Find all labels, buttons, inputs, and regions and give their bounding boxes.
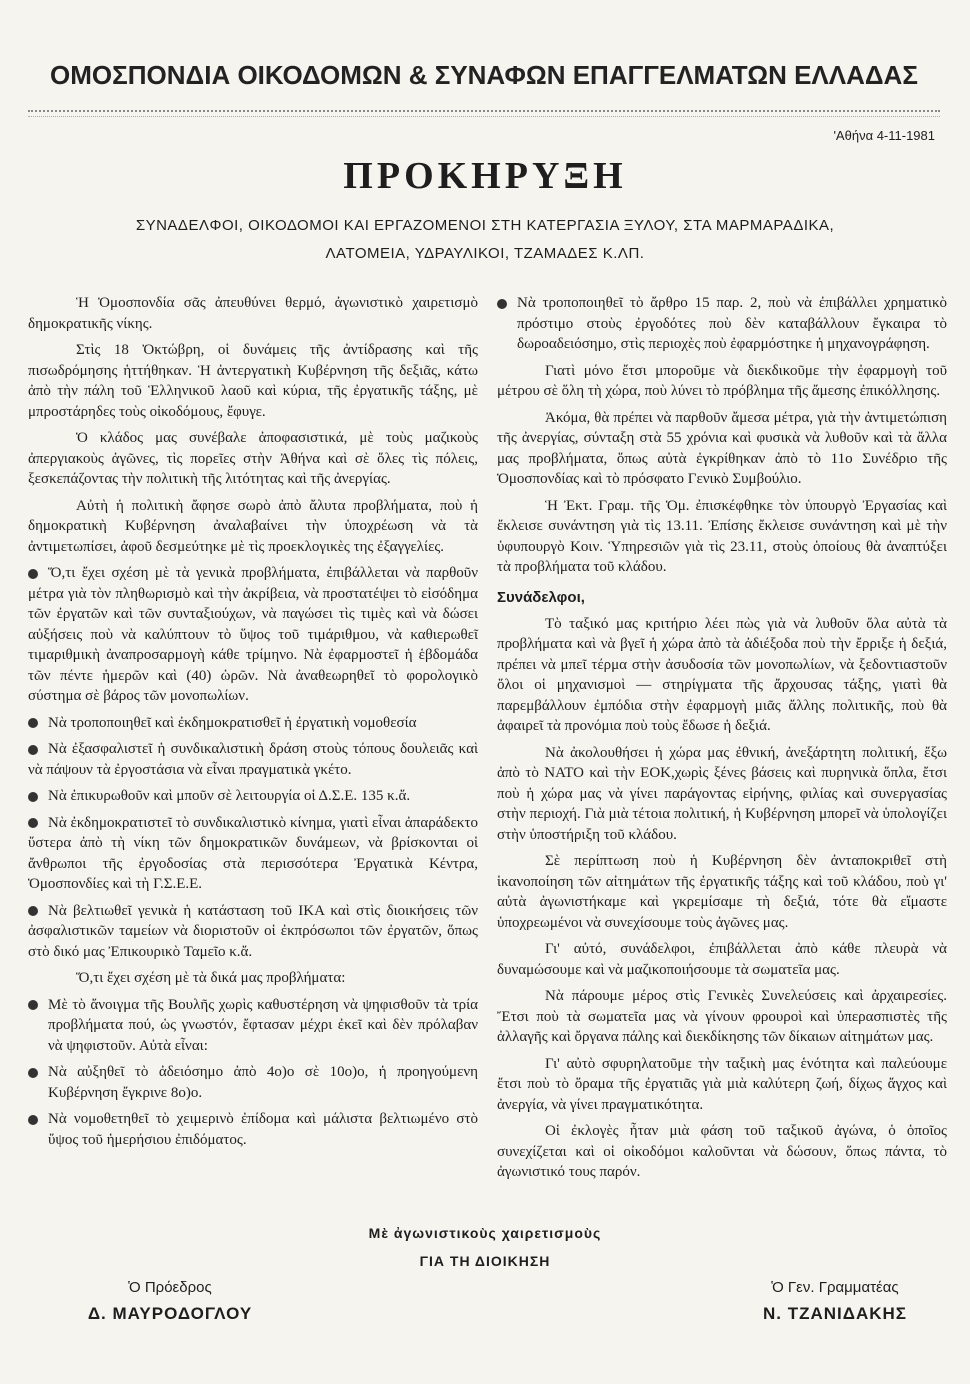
- paragraph-text: Νὰ ἀκολουθήσει ἡ χώρα μας ἐθνική, ἀνεξάρτητη πολιτική, ἔξω ἀπὸ τὸ ΝΑΤΟ καὶ τὴν ΕΟΚ,χωρὶς ξένες βάσεις καὶ πυρηνικὰ ὅπλα, ἔτσι ποὺ ἡ χώρα μας νὰ γίνει παράγοντας εἰρήνης, φιλίας καὶ συνεργασίας στὴν περιοχή. Γιὰ μιὰ τέτοια πολιτική, ἡ Κυβέρνηση μπορεῖ νὰ ὑπολογίζει στὴν ὑποστήριξη τοῦ κλάδου.: [497, 744, 947, 843]
- signature-name: Δ. ΜΑΥΡΟΔΟΓΛΟΥ: [87, 1304, 253, 1323]
- paragraph-text: Νὰ αὐξηθεῖ τὸ ἀδειόσημο ἀπὸ 4ο)ο σὲ 10ο)ο, ἡ προηγούμενη Κυβέρνηση ἔγκρινε 8ο)ο.: [48, 1064, 478, 1101]
- paragraph: [497, 496, 947, 578]
- right-column: [497, 293, 947, 1189]
- bullet-icon: [28, 906, 38, 916]
- closing-greeting: Μὲ ἀγωνιστικοὺς χαιρετισμοὺς: [368, 1225, 602, 1241]
- paragraph: [497, 743, 947, 846]
- paragraph-text: Στὶς 18 Ὀκτώβρη, οἱ δυνάμεις τῆς ἀντίδρασης καὶ τῆς πισωδρόμησης ἡττήθηκαν. Ἡ ἀντεργατικὴ Κυβέρνηση τῆς δεξιᾶς, κάτω ἀπὸ τὴν πάλη τοῦ Ἑλληνικοῦ λαοῦ καὶ κύρια, τῆς ἐργατικῆς τάξης, μὲ μπροστάρηδες τοὺς οἰκοδόμους, ἔφυγε.: [28, 342, 478, 420]
- bullet-icon: [28, 569, 38, 579]
- paragraph-text: Νὰ ἐπικυρωθοῦν καὶ μποῦν σὲ λειτουργία οἱ Δ.Σ.Ε. 135 κ.ἄ.: [48, 788, 411, 804]
- bullet-icon: [28, 745, 38, 755]
- paragraph-text: Νὰ νομοθετηθεῖ τὸ χειμερινὸ ἐπίδομα καὶ μάλιστα βελτιωμένο στὸ ὕψος τοῦ ἡμερήσιου ἐπιδόματος.: [48, 1111, 478, 1148]
- bullet-paragraph: [28, 739, 478, 780]
- paragraph-text: Αὐτὴ ἡ πολιτικὴ ἄφησε σωρὸ ἀπὸ ἄλυτα προβλήματα, ποὺ ἡ δημοκρατικὴ Κυβέρνηση ἀναλαβαίνει τὴν ὑποχρέωση νὰ τὰ ἀντιμετωπίσει, ἀφοῦ δεσμεύτηκε μὲ τὶς προεκλογικὲς της ἐξαγγελίες.: [28, 497, 478, 555]
- paragraph: [497, 1121, 947, 1183]
- paragraph-text: Σὲ περίπτωση ποὺ ἡ Κυβέρνηση δὲν ἀνταποκριθεῖ στὴ ἱκανοποίηση τῶν αἰτημάτων τῆς ἐργατικῆς τάξης καὶ τοῦ κλάδου, ποὺ γι' αὐτὰ ἀγωνιστήκαμε καὶ γκρεμίσαμε τὴ δεξιά, τότε θὰ εἴμαστε ὑποχρεωμένοι νὰ συνεχίσουμε τοὺς ἀγῶνες μας.: [497, 853, 947, 931]
- paragraph-text: Ὁ κλάδος μας συνέβαλε ἀποφασιστικά, μὲ τοὺς μαζικοὺς ἀπεργιακοὺς ἀγῶνες, τὶς πορεῖες στὴν Ἀθήνα καὶ σὲ ὅλες τὶς πόλεις, ξεσκεπάζοντας τὴν πολιτικὴ τῆς λιτότητας καὶ τῆς ἀνεργίας.: [28, 430, 478, 487]
- paragraph-text: Τὸ ταξικό μας κριτήριο λέει πὼς γιὰ νὰ λυθοῦν ὅλα αὐτὰ τὰ προβλήματα καὶ νὰ βγεῖ ἡ χώρα ἀπὸ τὰ ἀδιέξοδα ποὺ τὴν ἔρριξε ἡ δεξιά, πρέπει νὰ μπεῖ τέρμα στὴν ἀσυδοσία τῶν μονοπωλίων, νὰ ξεδοντιαστοῦν ὅλοι οἱ μηχανισμοὶ — στηρίγματα τῆς ἄρχουσας τάξης, γιατὶ θὰ παρεμβάλλουν ἐμπόδια στὴν ἐφαρμογὴ μιᾶς ἄλλης πολιτικῆς, ποὺ θὰ ἀφαιρεῖ τὰ προνόμια ποὺ τοὺς ἔδωσε ἡ δεξιά.: [497, 615, 947, 734]
- bullet-paragraph: [28, 1109, 478, 1150]
- paragraph-text: Ἡ Ὁμοσπονδία σᾶς ἀπευθύνει θερμό, ἀγωνιστικὸ χαιρετισμὸ δημοκρατικῆς νίκης.: [28, 295, 478, 332]
- paragraph-text: Ὅ,τι ἔχει σχέση μὲ τὰ γενικὰ προβλήματα, ἐπιβάλλεται νὰ παρθοῦν μέτρα γιὰ τὸν πληθωρισμὸ καὶ τὴν ἀκρίβεια, νὰ προστατέψει τὸ εἰσόδημα τῶν ἐργατῶν καὶ τῶν συνταξιούχων, νὰ παγώσει τὶς τιμὲς καὶ νὰ δώσει αὐξήσεις ποὺ νὰ καλύπτουν τὸ ὕψος τοῦ τιμάριθμου, νὰ καθιερωθεῖ τιμαριθμικὴ ἀναπροσαρμογὴ κάθε τρίμηνο. Νὰ ἐφαρμοστεῖ ἡ ἑβδομάδα τῶν πέντε ἡμερῶν καὶ (40) ὡρῶν. Νὰ ἀναθεωρηθεῖ τὸ φορολογικὸ σύστημα σὲ βάρος τῶν μονοπωλίων.: [28, 565, 478, 704]
- paragraph-text: Γι' αὐτὸ σφυρηλατοῦμε τὴν ταξικὴ μας ἑνότητα καὶ παλεύουμε ἔτσι ποὺ τὸ ὅραμα τῆς ἐργατιᾶς γιὰ μιὰ καλύτερη ζωή, δίχως ἄγχος καὶ ἀνεργία, νὰ γίνει πραγματικότητα.: [497, 1055, 947, 1113]
- signature-role: Ὁ Πρόεδρος: [128, 1279, 212, 1296]
- paragraph: [28, 293, 478, 334]
- paragraph: [28, 496, 478, 558]
- masthead-rule: [28, 110, 940, 117]
- paragraph: [497, 986, 947, 1048]
- bullet-paragraph: [28, 901, 478, 963]
- paragraph: [497, 614, 947, 737]
- bullet-paragraph: [28, 713, 478, 734]
- bullet-icon: [28, 1115, 38, 1125]
- paragraph-text: Νὰ τροποποιηθεῖ καὶ ἐκδημοκρατισθεῖ ἡ ἐργατικὴ νομοθεσία: [48, 714, 417, 731]
- paragraph: [28, 968, 478, 989]
- bullet-paragraph: [28, 813, 478, 895]
- subtitle-line: ΛΑΤΟΜΕΙΑ, ΥΔΡΑΥΛΙΚΟΙ, ΤΖΑΜΑΔΕΣ Κ.ΛΠ.: [325, 245, 645, 262]
- bullet-icon: [28, 792, 38, 802]
- paragraph-text: Οἱ ἐκλογὲς ἦταν μιὰ φάση τοῦ ταξικοῦ ἀγώνα, ὁ ὁποῖος συνεχίζεται καὶ οἱ οἰκοδόμοι καλοῦνται νὰ δώσουν, ὅπως πάντα, τὸ ἀγωνιστικό τους παρόν.: [497, 1123, 947, 1180]
- masthead: ΟΜΟΣΠΟΝΔΙΑ ΟΙΚΟΔΟΜΩΝ & ΣΥΝΑΦΩΝ ΕΠΑΓΓΕΛΜΑΤΩΝ ΕΛΛΑΔΑΣ: [50, 60, 918, 90]
- paragraph: [497, 361, 947, 402]
- paragraph-text: Μὲ τὸ ἄνοιγμα τῆς Βουλῆς χωρὶς καθυστέρηση νὰ ψηφισθοῦν τὰ τρία προβλήματα πού, ὡς γνωστόν, ἔφτασαν μέχρι ἐκεῖ καὶ δὲν πρόλαβαν νὰ ψηφιστοῦν. Αὐτὰ εἶναι:: [48, 996, 478, 1054]
- paragraph: [497, 1054, 947, 1116]
- paragraph-text: Ὅ,τι ἔχει σχέση μὲ τὰ δικά μας προβλήματα:: [76, 970, 346, 986]
- bullet-paragraph: [28, 995, 478, 1057]
- signature-secretary: [735, 1278, 935, 1324]
- bullet-paragraph: [28, 786, 478, 807]
- paragraph-text: Νὰ ἐκδημοκρατιστεῖ τὸ συνδικαλιστικὸ κίνημα, γιατὶ εἶναι ἀπαράδεκτο ὕστερα ἀπὸ τὴ νίκη τῶν δημοκρατικῶν δυνάμεων, νὰ βρίσκονται οἱ ἄνθρωποι τῆς ἐργοδοσίας στὰ περισσότερα Ἐργατικὰ Κέντρα, Ὁμοσπονδίες καὶ τὴ Γ.Σ.Ε.Ε.: [28, 814, 478, 892]
- signature-president: [70, 1278, 270, 1324]
- paragraph-text: Γιατὶ μόνο ἔτσι μποροῦμε νὰ διεκδικοῦμε τὴν ἐφαρμογὴ τοῦ μέτρου σὲ ὅλη τὴ χώρα, ποὺ λύνει τὸ πρόβλημα τῆς ἄμεσης ἐπικόλλησης.: [497, 362, 947, 399]
- bullet-paragraph: [28, 563, 478, 707]
- bullet-icon: [28, 1068, 38, 1078]
- document-title: ΠΡΟΚΗΡΥΞΗ: [343, 155, 627, 197]
- bullet-icon: [28, 818, 38, 828]
- paragraph: [497, 408, 947, 490]
- paragraph-text: Ἡ Ἐκτ. Γραμ. τῆς Ὁμ. ἐπισκέφθηκε τὸν ὑπουργὸ Ἐργασίας καὶ ἔκλεισε συνάντηση γιὰ τὶς 13.11. Ἐπίσης ἔκλεισε συνάντηση καὶ μὲ τὴν ὑφυπουργὸ Κοιν. Ὑπηρεσιῶν γιὰ τὶς 23.11, στοὺς ὁποίους θὰ ἀναπτύξει τὰ προβλήματα τοῦ κλάδου.: [497, 497, 947, 575]
- paragraph: [28, 340, 478, 422]
- paragraph-text: Ἀκόμα, θὰ πρέπει νὰ παρθοῦν ἄμεσα μέτρα, γιὰ τὴν ἀντιμετώπιση τῆς ἀνεργίας, σύνταξη στὰ 55 χρόνια καὶ φυσικὰ νὰ λυθοῦν καὶ τὰ ἄλλα μας προβλήματα, ὅπως αὐτὰ ἐγκρίθηκαν ἀπὸ τὸ 11ο Συνέδριο τῆς Ὁμοσπονδίας καὶ τὸ πρόσφατο Γενικὸ Συμβούλιο.: [497, 409, 947, 487]
- closing-board: ΓΙΑ ΤΗ ΔΙΟΙΚΗΣΗ: [419, 1253, 551, 1269]
- bullet-paragraph: [497, 293, 947, 355]
- bullet-icon: [497, 299, 507, 309]
- bullet-icon: [28, 718, 38, 728]
- left-column: [28, 293, 478, 1156]
- paragraph-text: Νὰ πάρουμε μέρος στὶς Γενικὲς Συνελεύσεις καὶ ἀρχαιρεσίες. Ἔτσι ποὺ τὰ σωματεῖα μας νὰ γίνουν φρουροὶ καὶ ὑπερασπιστὲς τῆς ἀλλαγῆς καὶ ὄργανα πάλης καὶ διεκδίκησης τῶν δίκαιων αἰτημάτων μας.: [497, 988, 947, 1045]
- paragraph-text: Νὰ τροποποιηθεῖ τὸ ἄρθρο 15 παρ. 2, ποὺ νὰ ἐπιβάλλει χρηματικὸ πρόστιμο στοὺς ἐργοδότες ποὺ δὲν καταβάλλουν ἔγκαιρα τὸ δωροαδειόσημο, στὶς περιοχὲς ποὺ ἐφαρμόστηκε ἡ μηχανογράφηση.: [517, 295, 947, 352]
- paragraph-text: Γι' αὐτό, συνάδελφοι, ἐπιβάλλεται ἀπὸ κάθε πλευρὰ νὰ δυναμώσουμε καὶ νὰ μαζικοποιήσουμε τὰ σωματεῖα μας.: [497, 941, 947, 978]
- bullet-paragraph: [28, 1062, 478, 1103]
- signature-role: Ὁ Γεν. Γραμματέας: [771, 1279, 899, 1296]
- document-date: 'Αθήνα 4-11-1981: [833, 128, 935, 143]
- paragraph-text: Νὰ βελτιωθεῖ γενικὰ ἡ κατάσταση τοῦ ΙΚΑ καὶ στὶς διοικήσεις τῶν ἀσφαλιστικῶν ταμείων νὰ διοριστοῦν οἱ ἐκπρόσωποι τῶν ἐργατῶν, ὅπως στὸ δικό μας Ἐπικουρικὸ Ταμεῖο κ.ἄ.: [28, 902, 478, 960]
- subtitle-line: ΣΥΝΑΔΕΛΦΟΙ, ΟΙΚΟΔΟΜΟΙ ΚΑΙ ΕΡΓΑΖΟΜΕΝΟΙ ΣΤΗ ΚΑΤΕΡΓΑΣΙΑ ΞΥΛΟΥ, ΣΤΑ ΜΑΡΜΑΡΑΔΙΚΑ,: [135, 217, 835, 234]
- signature-name: Ν. ΤΖΑΝΙΔΑΚΗΣ: [762, 1304, 908, 1323]
- paragraph: [497, 851, 947, 933]
- section-heading: Συνάδελφοι,: [497, 588, 585, 606]
- paragraph: [497, 939, 947, 980]
- document-subtitle: [20, 212, 950, 268]
- bullet-icon: [28, 1000, 38, 1010]
- paragraph: [28, 428, 478, 490]
- paragraph-text: Νὰ ἐξασφαλιστεῖ ἡ συνδικαλιστικὴ δράση στοὺς τόπους δουλειᾶς καὶ νὰ πάψουν τὰ ἐργοστάσια νὰ εἶναι πραγματικὰ γκέτο.: [28, 741, 478, 778]
